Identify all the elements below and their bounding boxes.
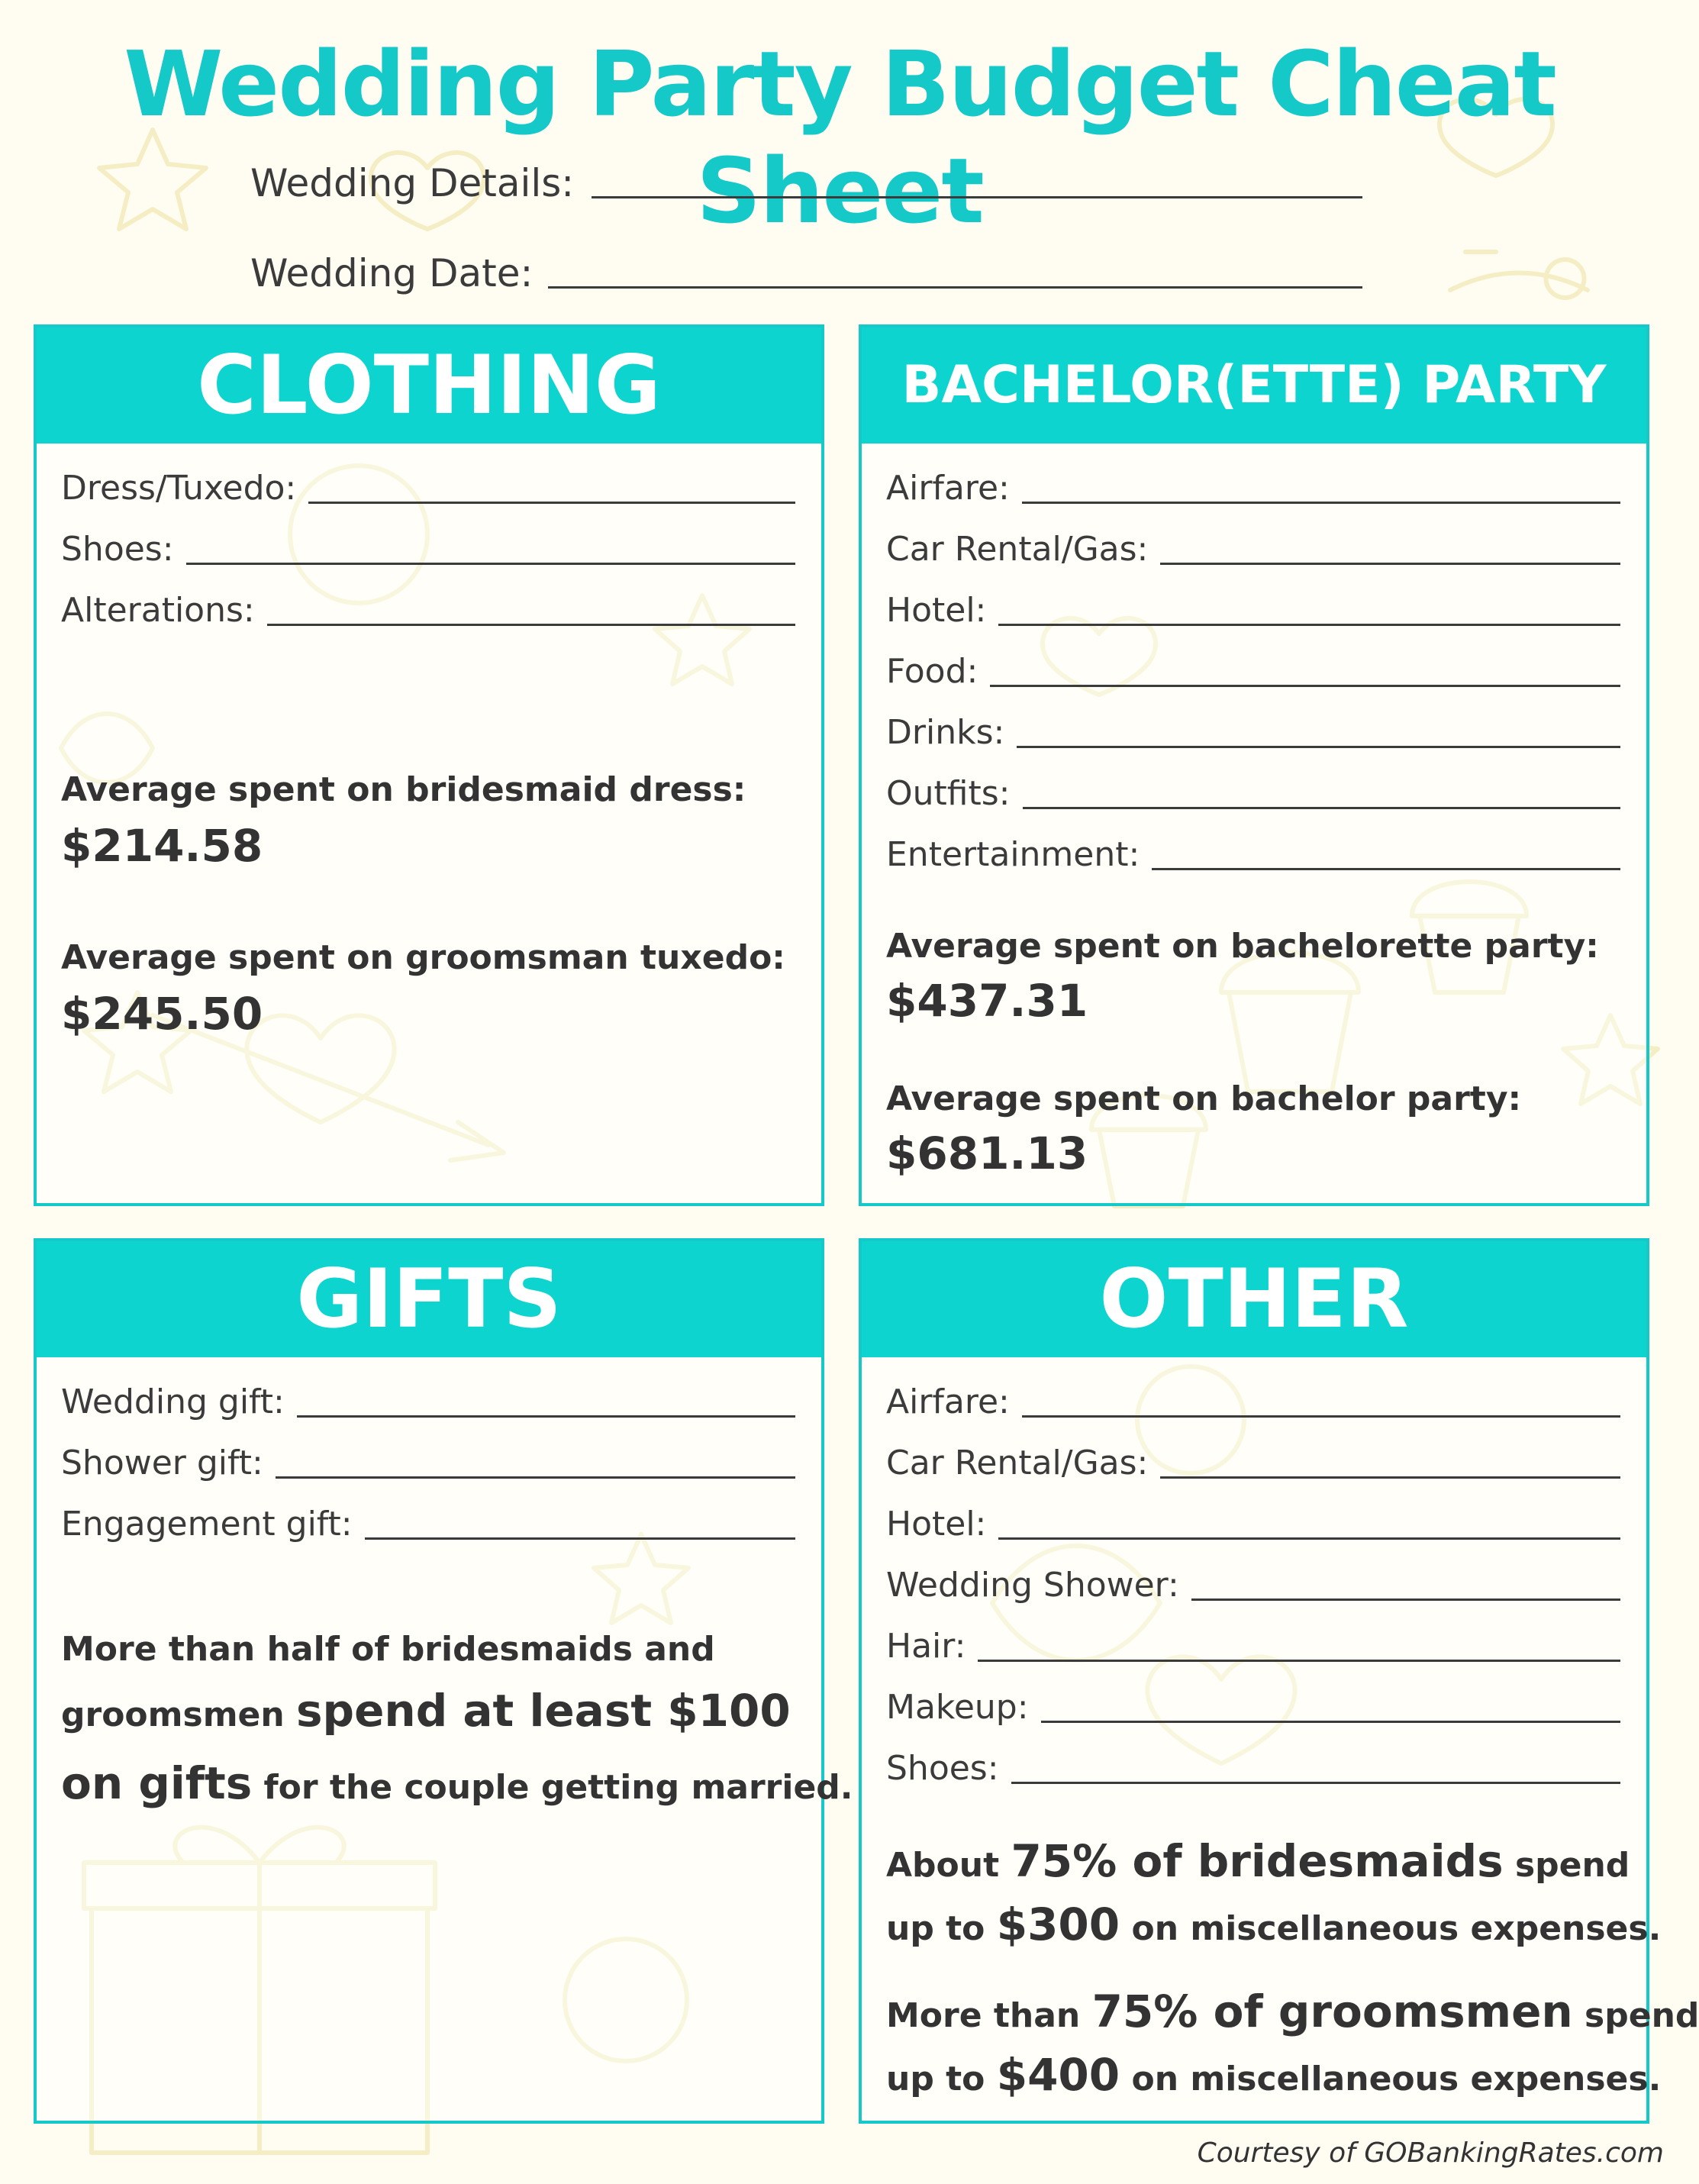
field-label: Shoes: <box>886 1748 999 1788</box>
groomsman-tuxedo-stat-value: $245.50 <box>61 988 263 1040</box>
field-label: Wedding Shower: <box>886 1565 1179 1605</box>
field-label: Airfare: <box>886 1382 1010 1421</box>
other-header <box>862 1241 1646 1357</box>
other-field-row <box>862 1371 1646 1432</box>
bachelor-stat-label: Average spent on bachelor party: <box>886 1079 1522 1118</box>
other-field-row <box>862 1432 1646 1493</box>
note-line <box>886 2049 1699 2112</box>
hair-input[interactable] <box>978 1631 1620 1662</box>
bachelor-heading: BACHELOR(ETTE) PARTY <box>901 355 1607 415</box>
field-label: Hair: <box>886 1626 966 1666</box>
bachelorette-stat-label: Average spent on bachelorette party: <box>886 927 1599 966</box>
note-text: up to <box>886 2060 997 2099</box>
note-text: More than <box>886 1996 1092 2035</box>
gifts-heading: GIFTS <box>296 1252 562 1346</box>
note-emphasis: 75% of groomsmen <box>1091 1986 1573 2037</box>
bridesmaid-dress-stat-value: $214.58 <box>61 820 263 872</box>
clothing-field-row <box>37 457 821 518</box>
footer-credit: Courtesy of GOBankingRates.com <box>1197 2137 1664 2169</box>
bachelor-panel <box>859 324 1649 1206</box>
bridesmaid-dress-stat-label: Average spent on bridesmaid dress: <box>61 770 746 809</box>
wedding-gift-input[interactable] <box>297 1386 795 1418</box>
gifts-note-line <box>61 1680 853 1753</box>
drinks-input[interactable] <box>1017 717 1620 748</box>
note-text: on miscellaneous expenses. <box>1120 2060 1662 2099</box>
other-field-row <box>862 1493 1646 1554</box>
alterations-input[interactable] <box>267 595 795 626</box>
gifts-note-line <box>61 1753 853 1825</box>
field-label: Dress/Tuxedo: <box>61 468 297 508</box>
gifts-note-emphasis: on gifts <box>61 1757 253 1809</box>
bachelor-field-row <box>862 457 1646 518</box>
field-label: Drinks: <box>886 712 1005 752</box>
field-label: Hotel: <box>886 590 987 630</box>
gifts-note-line: More than half of bridesmaids and <box>61 1630 715 1669</box>
bachelorette-stat-value: $437.31 <box>886 975 1088 1027</box>
wedding-date-label: Wedding Date: <box>250 251 534 295</box>
gifts-field-row <box>37 1371 821 1432</box>
shoes-input[interactable] <box>1011 1753 1620 1784</box>
bridesmaids-note <box>886 1835 1661 1962</box>
note-line <box>886 1986 1699 2049</box>
note-emphasis: 75% of bridesmaids <box>1011 1835 1504 1887</box>
shower-gift-input[interactable] <box>276 1447 795 1479</box>
note-emphasis: $400 <box>996 2049 1120 2101</box>
field-label: Airfare: <box>886 468 1010 508</box>
wedding-details-field[interactable] <box>592 172 1362 198</box>
field-label: Car Rental/Gas: <box>886 1443 1149 1482</box>
gifts-field-row <box>37 1432 821 1493</box>
note-text: spend <box>1503 1846 1630 1885</box>
gifts-header <box>37 1241 821 1357</box>
car-rental-input[interactable] <box>1160 1447 1620 1479</box>
bachelor-field-row <box>862 824 1646 885</box>
car-rental-input[interactable] <box>1160 534 1620 565</box>
field-label: Engagement gift: <box>61 1504 353 1544</box>
hotel-input[interactable] <box>998 595 1620 626</box>
bachelor-field-row <box>862 702 1646 763</box>
field-label: Entertainment: <box>886 834 1140 874</box>
note-emphasis: $300 <box>996 1898 1120 1950</box>
other-field-row <box>862 1737 1646 1798</box>
other-field-row <box>862 1615 1646 1676</box>
note-line <box>886 1898 1661 1962</box>
bachelor-field-row <box>862 640 1646 702</box>
other-field-row <box>862 1554 1646 1615</box>
entertainment-input[interactable] <box>1152 839 1620 870</box>
note-line <box>886 1835 1661 1898</box>
bachelor-field-row <box>862 579 1646 640</box>
gifts-field-row <box>37 1493 821 1554</box>
field-label: Alterations: <box>61 590 255 630</box>
gifts-note-text: groomsmen <box>61 1695 297 1734</box>
clothing-header <box>37 327 821 444</box>
field-label: Hotel: <box>886 1504 987 1544</box>
groomsmen-note <box>886 1986 1699 2112</box>
clothing-field-row <box>37 518 821 579</box>
engagement-gift-input[interactable] <box>365 1508 795 1540</box>
dress-tuxedo-input[interactable] <box>308 473 795 504</box>
note-text: up to <box>886 1909 997 1948</box>
bachelor-field-row <box>862 763 1646 824</box>
groomsman-tuxedo-stat-label: Average spent on groomsman tuxedo: <box>61 938 785 977</box>
field-label: Food: <box>886 651 978 691</box>
makeup-input[interactable] <box>1041 1692 1620 1723</box>
note-text: About <box>886 1846 1011 1885</box>
hotel-input[interactable] <box>998 1508 1620 1540</box>
outfits-input[interactable] <box>1023 778 1621 809</box>
bachelor-header <box>862 327 1646 444</box>
field-label: Outfits: <box>886 773 1011 813</box>
gifts-note <box>61 1619 853 1825</box>
field-label: Shoes: <box>61 529 174 569</box>
bachelor-field-row <box>862 518 1646 579</box>
gifts-panel <box>34 1238 853 2124</box>
note-text: on miscellaneous expenses. <box>1120 1909 1662 1948</box>
page-title: Wedding Party Budget Cheat Sheet <box>124 31 1556 244</box>
clothing-field-row <box>37 579 821 640</box>
bachelor-stat-value: $681.13 <box>886 1127 1088 1179</box>
wedding-shower-input[interactable] <box>1191 1569 1620 1601</box>
other-heading: OTHER <box>1099 1252 1409 1346</box>
note-text: spend <box>1572 1996 1699 2035</box>
gifts-note-text: for the couple getting married. <box>252 1768 853 1807</box>
clothing-panel <box>34 324 824 1206</box>
other-field-row <box>862 1676 1646 1737</box>
airfare-input[interactable] <box>1022 1386 1620 1418</box>
airfare-input[interactable] <box>1022 473 1620 504</box>
clothing-heading: CLOTHING <box>197 338 661 432</box>
other-panel <box>859 1238 1699 2124</box>
field-label: Car Rental/Gas: <box>886 529 1149 569</box>
gifts-note-emphasis: spend at least $100 <box>296 1685 791 1737</box>
wedding-date-field[interactable] <box>548 262 1362 289</box>
field-label: Shower gift: <box>61 1443 263 1482</box>
shoes-input[interactable] <box>186 534 795 565</box>
field-label: Wedding gift: <box>61 1382 285 1421</box>
food-input[interactable] <box>990 656 1620 687</box>
wedding-details-label: Wedding Details: <box>250 161 575 205</box>
field-label: Makeup: <box>886 1687 1029 1727</box>
